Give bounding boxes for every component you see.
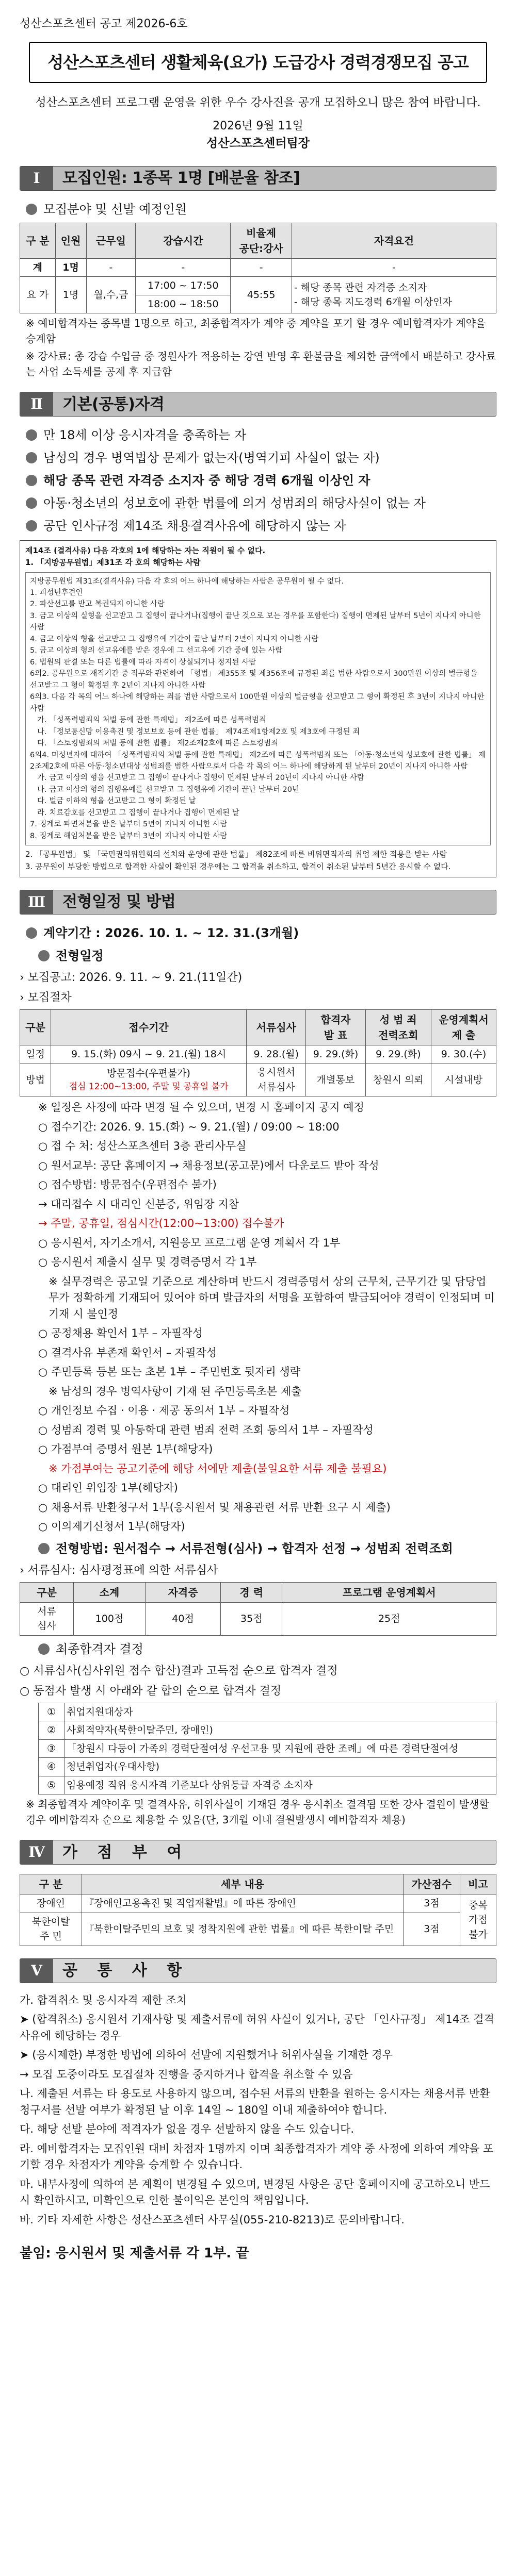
- table-row: 북한이탈 주 민 『북한이탈주민의 보호 및 정착지원에 관한 법률』에 따른 북한이탈 주민 3점: [20, 1913, 496, 1946]
- notice-page: 성산스포츠센터 공고 제2026-6호 성산스포츠센터 생활체육(요가) 도급강사 경력경쟁모집 공고 성산스포츠센터 프로그램 운영을 위한 우수 강사진을 공개 모집하오니 많은 참여 바랍니다. 2026년 9월 11일 성산스포츠센터팀장 Ⅰ 모집인원: 1종목 1명 [배분율 참조] 모집분야 및 선발 예정인원 구 분 인원 근무일 강습시간 비율제 공단:강사 자격요건 계 1명 - - - - 요 가 1명 월,수,금 17:00 ~ 17:50 45:55 - 해당 종목 관련 자격증 소지자 - 해당 종목 지도경력 6개월 이상인자 18:00 ~ 18:50 ※ 예비합격자는 종목별 1명으로 하고, 최종합격자가 계약 중 계약을 포기 할 경우 예비합격자가 계약을 승계함 ※ 강사료: 총 강습 수입금 중 정원사가 적용하는 강연 반영 후 환불금을 제외한 금액에서 배분하고 강사료는 사업 소득세를 공제 후 지급함 Ⅱ 기본(공통)자격 만 18세 이상 응시자격을 충족하는 자 남성의 경우 병역법상 문제가 없는자(병역기피 사실이 없는 자) 해당 종목 관련 자격증 소지자 중 해당 경력 6개월 이상인 자 아동·청소년의 성보호에 관한 법률에 의거 성범죄의 해당사실이 없는 자 공단 인사규정 제14조 채용결격사유에 해당하지 않는 자 제14조 (결격사유) 다음 각호의 1에 해당하는 자는 직원이 될 수 없다. 1. 「지방공무원법」제31조 각 호의 해당하는 사람 지방공무원법 제31조(결격사유) 다음 각 호의 어느 하나에 해당하는 사람은 공무원이 될 수 없다. 1. 피성년후견인 2. 파산선고를 받고 복권되지 아니한 사람 3. 금고 이상의 실형을 선고받고 그 집행이 끝나거나(집행이 끝난 것으로 보는 경우를 포함한다) 집행이 면제된 날부터 5년이 지나지 아니한 사람 4. 금고 이상의 형을 선고받고 그 집행유예 기간이 끝난 날부터 2년이 지나지 아니한 사람 5. 금고 이상의 형의 선고유예를 받은 경우에 그 선고유예 기간 중에 있는 사람 6. 법원의 판결 또는 다른 법률에 따라 자격이 상실되거나 정지된 사람 6의2. 공무원으로 재직기간 중 직무와 관련하여 「형법」 제355조 및 제356조에 규정된 죄를 범한 사람으로서 300만원 이상의 벌금형을 선고받고 그 형이 확정된 후 2년이 지나지 아니한 사람 6의3. 다음 각 목의 어느 하나에 해당하는 죄를 범한 사람으로서 100만원 이상의 벌금형을 선고받고 그 형이 확정된 후 3년이 지나지 아니한 사람 가. 「성폭력범죄의 처벌 등에 관한 특례법」 제2조에 따른 성폭력범죄 나. 「정보통신망 이용촉진 및 정보보호 등에 관한 법률」 제74조제1항제2호 및 제3호에 규정된 죄 다. 「스토킹범죄의 처벌 등에 관한 법률」 제2조제2호에 따른 스토킹범죄 6의4. 미성년자에 대하여 「성폭력범죄의 처벌 등에 관한 특례법」 제2조에 따른 성폭력범죄 또는 「아동·청소년의 성보호에 관한 법률」 제2조제2호에 따른 아동·청소년대상 성범죄를 범한 사람으로서 다음 각 목의 어느 하나에 해당하게 된 날부터 20년이 지나지 아니한 사람 가. 금고 이상의 형을 선고받고 그 집행이 끝나거나 집행이 면제된 날부터 20년이 지나지 아니한 사람 나. 금고 이상의 형의 집행유예를 선고받고 그 집행유예 기간이 끝난 날부터 20년 다. 벌금 이하의 형을 선고받고 그 형이 확정된 날 라. 치료감호를 선고받고 그 집행이 끝나거나 집행이 면제된 날 7. 징계로 파면처분을 받은 날부터 5년이 지나지 아니한 사람 8. 징계로 해임처분을 받은 날부터 3년이 지나지 아니한 사람 2. 「공무원법」 및 「국민권익위원회의 설치와 운영에 관한 법률」 제82조에 따른 비위면직자의 취업 제한 적용을 받는 사람 3. 공무원이 부당한 방법으로 합격한 사실이 확인된 경우에는 그 합격을 취소하고, 합격이 취소된 날부터 5년간 응시할 수 없다. Ⅲ 전형일정 및 방법 계약기간 : 2026. 10. 1. ~ 12. 31.(3개월) 전형일정 › 모집공고: 2026. 9. 11. ~ 9. 21.(11일간) › 모집절차 구분 접수기간 서류심사 합격자 발 표 성 범 죄 전력조회 운영계획서 제 출 일정 9. 15.(화) 09시 ~ 9. 21.(월) 18시 9. 28.(월) 9. 29.(화) 9. 29.(화) 9. 30.(수) 방법 방문접수(우편불가) 점심 12:00~13:00, 주말 및 공휴일 불가 응시원서 서류심사 개별통보 창원시 의뢰 시설내방 ※ 일정은 사정에 따라 변경 될 수 있으며, 변경 시 홈페이지 공지 예정 ○ 접수기간: 2026. 9. 15.(화) ~ 9. 21.(월) / 09:00 ~ 18:00 ○ 접 수 처: 성산스포츠센터 3층 관리사무실 ○ 원서교부: 공단 홈페이지 → 채용정보(공고문)에서 다운로드 받아 작성 ○ 접수방법: 방문접수(우편접수 불가) → 대리접수 시 대리인 신분증, 위임장 지참 → 주말, 공휴일, 점심시간(12:00~13:00) 접수불가 ○ 응시원서, 자기소개서, 지원응모 프로그램 운영 계획서 각 1부 ○ 응시원서 제출시 실무 및 경력증명서 각 1부 ※ 실무경력은 공고일 기준으로 계산하며 반드시 경력증명서 상의 근무처, 근무기간 및 담당업무가 정확하게 기재되어 있어야 하며 발급자의 서명을 포함하여 발급되어야 경력이 인정되며 미기재 시 불인정 ○ 공정채용 확인서 1부 – 자필작성 ○ 결격사유 부존재 확인서 – 자필작성 ○ 주민등록 등본 또는 초본 1부 – 주민번호 뒷자리 생략 ※ 남성의 경우 병역사항이 기재 된 주민등록초본 제출 ○ 개인정보 수집 · 이용 · 제공 동의서 1부 – 자필작성 ○ 성범죄 경력 및 아동학대 관련 범죄 전력 조회 동의서 1부 – 자필작성 ○ 가점부여 증명서 원본 1부(해당자) ※ 가점부여는 공고기준에 해당 서에만 제출(불일요한 서류 제출 불필요) ○ 대리인 위임장 1부(해당자) ○ 채용서류 반환청구서 1부(응시원서 및 채용관련 서류 반환 요구 시 제출) ○ 이의제기신청서 1부(해당자) 전형방법: 원서접수 → 서류전형(심사) → 합격자 선정 → 성범죄 전력조회 › 서류심사: 심사평정표에 의한 서류심사 구분 소계 자격증 경 력 프로그램 운영계획서 서류 심사 100점 40점 35점 25점 최종합격자 결정 ○ 서류심사(심사위원 점수 합산)결과 고득점 순으로 합격자 결정 ○ 동점자 발생 시 아래와 같 합의 순으로 합격자 결정 ① 취업지원대상자 ② 사회적약자(북한이탈주민, 장애인) ③ 「창원시 다둥이 가족의 경력단절여성 우선고용 및 지원에 관한 조례」에 따른 경력단절여성 ④ 청년취업자(우대사항) ⑤ 임용예정 직위 응시자격 기준보다 상위등급 자격증 소지자 ※ 최종합격자 계약이후 및 결격사유, 허위사실이 기재된 경우 응시취소 결격됨 또한 강사 결원이 발생할 경우 예비합격자 순으로 채용할 수 있음(단, 3개월 이내 결원발생시 예비합격자 채용) Ⅳ 가 점 부 여 구 분 세부 내용 가산점수 비고 장애인 『장애인고용촉진 및 직업재활법』에 따른 장애인 3점 중복 가점 불가 북한이탈 주 민 『북한이탈주민의 보호 및 정착지원에 관한 법률』에 따른 북한이탈 주민 3점 Ⅴ 공 통 사 항 가. 합격취소 및 응시자격 제한 조치 ➤ (합격취소) 응시원서 기재사항 및 제출서류에 허위 사실이 있거나, 공단 「인사규정」 제14조 결격사유에 해당하는 경우 ➤ (응시제한) 부정한 방법에 의하여 선발에 지원했거나 허위사실을 기재한 경우 → 모집 도중이라도 모집절차 진행을 중지하거나 합격을 취소할 수 있음 나. 제출된 서류는 타 용도로 사용하지 않으며, 접수된 서류의 반환을 원하는 응시자는 채용서류 반환청구서를 선발 여부가 확정된 날 이후 14일 ~ 180일 이내 제출하여야 합니다. 다. 해당 선발 분야에 적격자가 없을 경우 선발하지 않을 수도 있습니다. 라. 예비합격자는 모집인원 대비 차점자 1명까지 이며 최종합격자가 계약 중 사정에 의하여 계약을 포기할 경우 차점자가 계약을 승계할 수 있습니다. 마. 내부사정에 의하여 본 계획이 변경될 수 있으며, 변경된 사항은 공단 홈페이지에 공고하오니 반드시 확인하시고, 미확인으로 인한 불이익은 본인의 책임입니다. 바. 기타 자세한 사항은 성산스포츠센터 사무실(055-210-8213)로 문의바랍니다. 붙임: 응시원서 및 제출서류 각 1부. 끝: [0, 0, 516, 2576]
- table-row: ③ 「창원시 다둥이 가족의 경력단절여성 우선고용 및 지원에 관한 조례」에 따른 경력단절여성: [39, 1739, 496, 1758]
- qualification-item: 만 18세 이상 응시자격을 충족하는 자: [26, 426, 496, 444]
- recruit-table: [20, 223, 496, 314]
- table-row: ② 사회적약자(북한이탈주민, 장애인): [39, 1721, 496, 1740]
- section-header-4: [20, 1840, 496, 1865]
- section-number: Ⅴ: [20, 1959, 53, 1983]
- bullet-icon: [26, 475, 37, 486]
- table-row: 장애인 『장애인고용촉진 및 직업재활법』에 따른 장애인 3점 중복 가점 불가: [20, 1894, 496, 1913]
- table-row: 계 1명 - - - -: [20, 258, 496, 277]
- table-row: 서류 심사 100점 40점 35점 25점: [20, 1602, 496, 1635]
- organization-name: 성산스포츠센터팀장: [206, 137, 310, 150]
- section-number: Ⅲ: [20, 890, 53, 914]
- common-notes: 가. 합격취소 및 응시자격 제한 조치 ➤ (합격취소) 응시원서 기재사항 및 제출서류에 허위 사실이 있거나, 공단 「인사규정」 제14조 결격사유에 해당하는 경우 ➤ (응시제한) 부정한 방법에 의하여 선발에 지원했거나 허위사실을 기재한 경우 → 모집 도중이라도 모집절차 진행을 중지하거나 합격을 취소할 수 있음 나. 제출된 서류는 타 용도로 사용하지 않으며, 접수된 서류의 반환을 원하는 응시자는 채용서류 반환청구서를 선발 여부가 확정된 날 이후 14일 ~ 180일 이내 제출하여야 합니다. 다. 해당 선발 분야에 적격자가 없을 경우 선발하지 않을 수도 있습니다. 라. 예비합격자는 모집인원 대비 차점자 1명까지 이며 최종합격자가 계약 중 사정에 의하여 계약을 포기할 경우 차점자가 계약을 승계할 수 있습니다. 마. 내부사정에 의하여 본 계획이 변경될 수 있으며, 변경된 사항은 공단 홈페이지에 공고하오니 반드시 확인하시고, 미확인으로 인한 불이익은 본인의 책임입니다. 바. 기타 자세한 사항은 성산스포츠센터 사무실(055-210-8213)로 문의바랍니다.: [20, 1993, 494, 2226]
- table-row: ④ 청년취업자(우대사항): [39, 1758, 496, 1776]
- contract-period: 계약기간 : 2026. 10. 1. ~ 12. 31.(3개월): [26, 924, 496, 942]
- qualification-item: 해당 종목 관련 자격증 소지자 중 해당 경력 6개월 이상인 자: [26, 471, 496, 490]
- section-header-3: [20, 890, 496, 915]
- disqualification-list: 지방공무원법 제31조(결격사유) 다음 각 호의 어느 하나에 해당하는 사람은 공무원이 될 수 없다. 1. 피성년후견인 2. 파산선고를 받고 복권되지 아니한 사람 3. 금고 이상의 실형을 선고받고 그 집행이 끝나거나(집행이 끝난 것으로 보는 경우를 포함한다) 집행이 면제된 날부터 5년이 지나지 아니한 사람 4. 금고 이상의 형을 선고받고 그 집행유예 기간이 끝난 날부터 2년이 지나지 아니한 사람 5. 금고 이상의 형의 선고유예를 받은 경우에 그 선고유예 기간 중에 있는 사람 6. 법원의 판결 또는 다른 법률에 따라 자격이 상실되거나 정지된 사람 6의2. 공무원으로 재직기간 중 직무와 관련하여 「형법」 제355조 및 제356조에 규정된 죄를 범한 사람으로서 300만원 이상의 벌금형을 선고받고 그 형이 확정된 후 2년이 지나지 아니한 사람 6의3. 다음 각 목의 어느 하나에 해당하는 죄를 범한 사람으로서 100만원 이상의 벌금형을 선고받고 그 형이 확정된 후 3년이 지나지 아니한 사람 가. 「성폭력범죄의 처벌 등에 관한 특례법」 제2조에 따른 성폭력범죄 나. 「정보통신망 이용촉진 및 정보보호 등에 관한 법률」 제74조제1항제2호 및 제3호에 규정된 죄 다. 「스토킹범죄의 처벌 등에 관한 법률」 제2조제2호에 따른 스토킹범죄 6의4. 미성년자에 대하여 「성폭력범죄의 처벌 등에 관한 특례법」 제2조에 따른 성폭력범죄 또는 「아동·청소년의 성보호에 관한 법률」 제2조제2호에 따른 아동·청소년대상 성범죄를 범한 사람으로서 다음 각 목의 어느 하나에 해당하게 된 날부터 20년이 지나지 아니한 사람 가. 금고 이상의 형을 선고받고 그 집행이 끝나거나 집행이 면제된 날부터 20년이 지나지 아니한 사람 나. 금고 이상의 형의 집행유예를 선고받고 그 집행유예 기간이 끝난 날부터 20년 다. 벌금 이하의 형을 선고받고 그 형이 확정된 날 라. 치료감호를 선고받고 그 집행이 끝나거나 집행이 면제된 날 7. 징계로 파면처분을 받은 날부터 5년이 지나지 아니한 사람 8. 징계로 해임처분을 받은 날부터 3년이 지나지 아니한 사람: [25, 572, 491, 846]
- qualification-item: 남성의 경우 병역법상 문제가 없는자(병역기피 사실이 없는 자): [26, 448, 496, 467]
- method-sub: › 서류심사: 심사평정표에 의한 서류심사: [20, 1564, 218, 1577]
- bullet-icon: [26, 452, 37, 463]
- schedule-heading: 전형일정: [38, 946, 496, 965]
- attachment-note: 붙임: 응시원서 및 제출서류 각 1부. 끝: [20, 2246, 249, 2262]
- table-row: 요 가 1명 월,수,금 17:00 ~ 17:50 45:55 - 해당 종목 관련 자격증 소지자 - 해당 종목 지도경력 6개월 이상인자: [20, 277, 496, 295]
- bullet-icon: [26, 520, 37, 531]
- table-header: 강습시간: [136, 223, 231, 258]
- recruit-procedure: › 모집절차: [20, 991, 72, 1004]
- notice-period: › 모집공고: 2026. 9. 11. ~ 9. 21.(11일간): [20, 971, 243, 984]
- table-row: ① 취업지원대상자: [39, 1703, 496, 1721]
- qualification-item: 아동·청소년의 성보호에 관한 법률에 의거 성범죄의 해당사실이 없는 자: [26, 494, 496, 512]
- notice-number: 성산스포츠센터 공고 제2026-6호: [20, 18, 188, 30]
- section-header-5: [20, 1958, 496, 1983]
- section-header-1: [20, 166, 496, 191]
- bullet-icon: [38, 1543, 50, 1554]
- final-heading: 최종합격자 결정: [38, 1640, 496, 1658]
- method-heading: 전형방법: 원서접수 → 서류전형(심사) → 합격자 선정 → 성범죄 전력조회: [38, 1539, 496, 1558]
- table-header: 근무일: [86, 223, 136, 258]
- disqualification-box: 제14조 (결격사유) 다음 각호의 1에 해당하는 자는 직원이 될 수 없다. 1. 「지방공무원법」제31조 각 호의 해당하는 사람 지방공무원법 제31조(결격사유) 다음 각 호의 어느 하나에 해당하는 사람은 공무원이 될 수 없다. 1. 피성년후견인 2. 파산선고를 받고 복권되지 아니한 사람 3. 금고 이상의 실형을 선고받고 그 집행이 끝나거나(집행이 끝난 것으로 보는 경우를 포함한다) 집행이 면제된 날부터 5년이 지나지 아니한 사람 4. 금고 이상의 형을 선고받고 그 집행유예 기간이 끝난 날부터 2년이 지나지 아니한 사람 5. 금고 이상의 형의 선고유예를 받은 경우에 그 선고유예 기간 중에 있는 사람 6. 법원의 판결 또는 다른 법률에 따라 자격이 상실되거나 정지된 사람 6의2. 공무원으로 재직기간 중 직무와 관련하여 「형법」 제355조 및 제356조에 규정된 죄를 범한 사람으로서 300만원 이상의 벌금형을 선고받고 그 형이 확정된 후 2년이 지나지 아니한 사람 6의3. 다음 각 목의 어느 하나에 해당하는 죄를 범한 사람으로서 100만원 이상의 벌금형을 선고받고 그 형이 확정된 후 3년이 지나지 아니한 사람 가. 「성폭력범죄의 처벌 등에 관한 특례법」 제2조에 따른 성폭력범죄 나. 「정보통신망 이용촉진 및 정보보호 등에 관한 법률」 제74조제1항제2호 및 제3호에 규정된 죄 다. 「스토킹범죄의 처벌 등에 관한 법률」 제2조제2호에 따른 스토킹범죄 6의4. 미성년자에 대하여 「성폭력범죄의 처벌 등에 관한 특례법」 제2조에 따른 성폭력범죄 또는 「아동·청소년의 성보호에 관한 법률」 제2조제2호에 따른 아동·청소년대상 성범죄를 범한 사람으로서 다음 각 목의 어느 하나에 해당하게 된 날부터 20년이 지나지 아니한 사람 가. 금고 이상의 형을 선고받고 그 집행이 끝나거나 집행이 면제된 날부터 20년이 지나지 아니한 사람 나. 금고 이상의 형의 집행유예를 선고받고 그 집행유예 기간이 끝난 날부터 20년 다. 벌금 이하의 형을 선고받고 그 형이 확정된 날 라. 치료감호를 선고받고 그 집행이 끝나거나 집행이 면제된 날 7. 징계로 파면처분을 받은 날부터 5년이 지나지 아니한 사람 8. 징계로 해임처분을 받은 날부터 3년이 지나지 아니한 사람 2. 「공무원법」 및 「국민권익위원회의 설치와 운영에 관한 법률」 제82조에 따른 비위면직자의 취업 제한 적용을 받는 사람 3. 공무원이 부당한 방법으로 합격한 사실이 확인된 경우에는 그 합격을 취소하고, 합격이 취소된 날부터 5년간 응시할 수 없다.: [20, 540, 496, 877]
- tiebreak-table: [38, 1703, 496, 1795]
- score-table: 구분 소계 자격증 경 력 프로그램 운영계획서 서류 심사 100점 40점 35점 25점: [20, 1582, 496, 1636]
- note: ※ 강사료: 총 강습 수입금 중 정원사가 적용하는 강연 반영 후 환불금을 제외한 금액에서 배분하고 강사료는 사업 소득세를 공제 후 지급함: [26, 350, 496, 378]
- subheading: 모집분야 및 선발 예정인원: [26, 200, 496, 219]
- table-header: 비율제 공단:강사: [231, 223, 292, 258]
- page-title: 성산스포츠센터 생활체육(요가) 도급강사 경력경쟁모집 공고: [29, 42, 487, 83]
- notice-date: 2026년 9월 11일: [213, 120, 303, 132]
- section-title: 가 점 부 여: [53, 1840, 496, 1864]
- bullet-icon: [26, 927, 37, 939]
- section-header-2: [20, 392, 496, 417]
- table-row: 18:00 ~ 18:50: [20, 295, 496, 313]
- table-header: 자격요건: [292, 223, 496, 258]
- intro-text: 성산스포츠센터 프로그램 운영을 위한 우수 강사진을 공개 모집하오니 많은 참여 바랍니다.: [35, 96, 481, 109]
- table-header: 인원: [55, 223, 86, 258]
- section-title: 모집인원: 1종목 1명 [배분율 참조]: [53, 167, 496, 190]
- bonus-table: 구 분 세부 내용 가산점수 비고 장애인 『장애인고용촉진 및 직업재활법』에 따른 장애인 3점 중복 가점 불가 북한이탈 주 민 『북한이탈주민의 보호 및 정착지원에 관한 법률』에 따른 북한이탈 주민 3점: [20, 1874, 496, 1946]
- table-header: 구 분: [20, 223, 56, 258]
- qualification-item: 공단 인사규정 제14조 채용결격사유에 해당하지 않는 자: [26, 517, 496, 535]
- bullet-icon: [26, 429, 37, 441]
- section-title: 공 통 사 항: [53, 1959, 496, 1983]
- schedule-table: 구분 접수기간 서류심사 합격자 발 표 성 범 죄 전력조회 운영계획서 제 출 일정 9. 15.(화) 09시 ~ 9. 21.(월) 18시 9. 28.(월) 9. 29.(화) 9. 29.(화) 9. 30.(수) 방법 방문접수(우편불가) 점심 12:00~13:00, 주말 및 공휴일 불가 응시원서 서류심사 개별통보 창원시 의뢰 시설내방: [20, 1009, 496, 1097]
- note: ※ 예비합격자는 종목별 1명으로 하고, 최종합격자가 계약 중 계약을 포기 할 경우 예비합격자가 계약을 승계함: [26, 317, 486, 345]
- table-row: ⑤ 임용예정 직위 응시자격 기준보다 상위등급 자격증 소지자: [39, 1776, 496, 1794]
- section-title: 기본(공통)자격: [53, 392, 496, 416]
- table-row: 방법 방문접수(우편불가) 점심 12:00~13:00, 주말 및 공휴일 불가 응시원서 서류심사 개별통보 창원시 의뢰 시설내방: [20, 1063, 496, 1096]
- bullet-icon: [26, 204, 37, 215]
- section-number: Ⅱ: [20, 392, 53, 416]
- tiebreak-note: ※ 최종합격자 계약이후 및 결격사유, 허위사실이 기재된 경우 응시취소 결격됨 또한 강사 결원이 발생할 경우 예비합격자 순으로 채용할 수 있음(단, 3개월 이내 결원발생시 예비합격자 채용): [26, 1798, 489, 1826]
- table-row: 일정 9. 15.(화) 09시 ~ 9. 21.(월) 18시 9. 28.(월) 9. 29.(화) 9. 29.(화) 9. 30.(수): [20, 1045, 496, 1063]
- bullet-icon: [38, 950, 50, 961]
- bullet-icon: [26, 497, 37, 509]
- section-title: 전형일정 및 방법: [53, 890, 496, 914]
- bullet-icon: [38, 1643, 50, 1655]
- section-number: Ⅳ: [20, 1840, 53, 1864]
- submission-list: ※ 일정은 사정에 따라 변경 될 수 있으며, 변경 시 홈페이지 공지 예정 ○ 접수기간: 2026. 9. 15.(화) ~ 9. 21.(월) / 09:00 ~ 18:00 ○ 접 수 처: 성산스포츠센터 3층 관리사무실 ○ 원서교부: 공단 홈페이지 → 채용정보(공고문)에서 다운로드 받아 작성 ○ 접수방법: 방문접수(우편접수 불가) → 대리접수 시 대리인 신분증, 위임장 지참 → 주말, 공휴일, 점심시간(12:00~13:00) 접수불가 ○ 응시원서, 자기소개서, 지원응모 프로그램 운영 계획서 각 1부 ○ 응시원서 제출시 실무 및 경력증명서 각 1부 ※ 실무경력은 공고일 기준으로 계산하며 반드시 경력증명서 상의 근무처, 근무기간 및 담당업무가 정확하게 기재되어 있어야 하며 발급자의 서명을 포함하여 발급되어야 경력이 인정되며 미기재 시 불인정 ○ 공정채용 확인서 1부 – 자필작성 ○ 결격사유 부존재 확인서 – 자필작성 ○ 주민등록 등본 또는 초본 1부 – 주민번호 뒷자리 생략 ※ 남성의 경우 병역사항이 기재 된 주민등록초본 제출 ○ 개인정보 수집 · 이용 · 제공 동의서 1부 – 자필작성 ○ 성범죄 경력 및 아동학대 관련 범죄 전력 조회 동의서 1부 – 자필작성 ○ 가점부여 증명서 원본 1부(해당자) ※ 가점부여는 공고기준에 해당 서에만 제출(불일요한 서류 제출 불필요) ○ 대리인 위임장 1부(해당자) ○ 채용서류 반환청구서 1부(응시원서 및 채용관련 서류 반환 요구 시 제출) ○ 이의제기신청서 1부(해당자): [38, 1101, 495, 1533]
- section-number: Ⅰ: [20, 167, 53, 190]
